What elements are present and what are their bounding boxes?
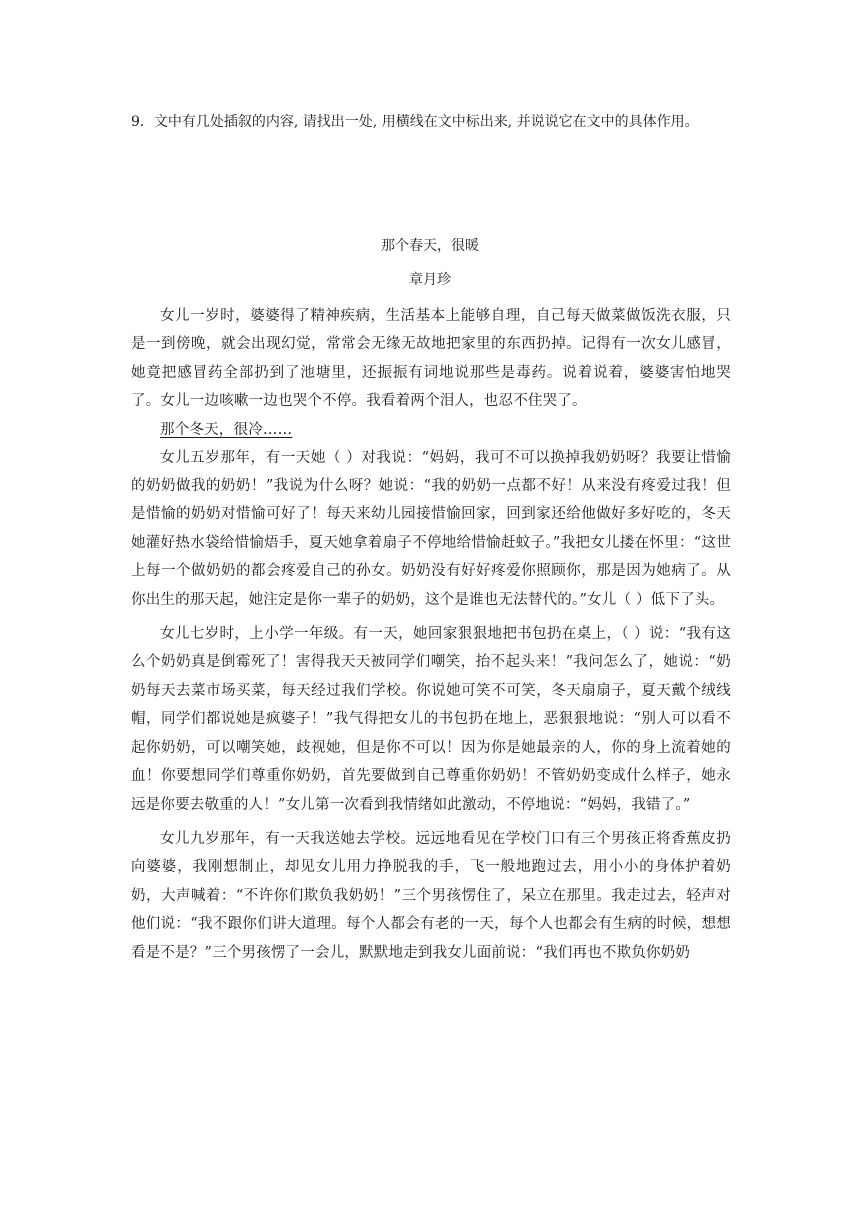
paragraph-1: 女儿一岁时，婆婆得了精神疾病，生活基本上能够自理，自己每天做菜做饭洗衣服，只是一到傍晚，就会出现幻觉，常常会无缘无故地把家里的东西扔掉。记得有一次女儿感冒，她竟把感冒药全部扔到了池塘里，还振振有词地说那些是毒药。说着说着，婆婆害怕地哭了。女儿一边咳嗽一边也哭个不停。我看着两个泪人，也忍不住哭了。 xyxy=(131,308,731,410)
article-author: 章月珍 xyxy=(409,272,451,288)
paragraph-4: 女儿七岁时，上小学一年级。有一天，她回家狠狠地把书包扔在桌上，（ ）说：“我有这么个奶奶真是倒霉死了！害得我天天被同学们嘲笑，抬不起头来！”我问怎么了，她说：“奶奶每天去菜市场买菜，每天经过我们学校。你说她可笑不可笑，冬天扇扇子，夏天戴个绒线帽，同学们都说她是疯婆子！”我气得把女儿的书包扔在地上，恶狠狠地说：“别人可以看不起你奶奶，可以嘲笑她，歧视她，但是你不可以！因为你是她最亲的人，你的身上流着她的血！你要想同学们尊重你奶奶，首先要做到自己尊重你奶奶！不管奶奶变成什么样子，她永远是你要去敬重的人！”女儿第一次看到我情绪如此激动，不停地说：“妈妈，我错了。” xyxy=(131,626,731,813)
article-body xyxy=(131,302,731,967)
article-title: 那个春天，很暖 xyxy=(381,238,479,254)
paragraph-2 xyxy=(131,416,731,444)
paragraph-5: 女儿九岁那年，有一天我送她去学校。远远地看见在学校门口有三个男孩正将香蕉皮扔向婆婆，我刚想制止，却见女儿用力挣脱我的手，飞一般地跑过去，用小小的身体护着奶奶，大声喊着：“不许你们欺负我奶奶！”三个男孩愣住了，呆立在那里。我走过去，轻声对他们说：“我不跟你们讲大道理。每个人都会有老的一天，每个人也都会有生病的时候，想想看是不是？”三个男孩愣了一会儿，默默地走到我女儿面前说：“我们再也不欺负你奶奶 xyxy=(131,830,731,961)
underlined-sentence: 那个冬天，很冷…… xyxy=(160,421,293,438)
question-9: 9．文中有几处插叙的内容, 请找出一处, 用横线在文中标出来, 并说说它在文中的具体作用。 xyxy=(131,114,699,130)
paragraph-3: 女儿五岁那年，有一天她（ ）对我说：“妈妈，我可不可以换掉我奶奶呀？我要让惜愉的奶奶做我的奶奶！”我说为什么呀？她说：“我的奶奶一点都不好！从来没有疼爱过我！但是惜愉的奶奶对惜愉可好了！每天来幼儿园接惜愉回家，回到家还给他做好多好吃的，冬天她灌好热水袋给惜愉焐手，夏天她拿着扇子不停地给惜愉赶蚊子。”我把女儿搂在怀里：“这世上每一个做奶奶的都会疼爱自己的孙女。奶奶没有好好疼爱你照顾你，那是因为她病了。从你出生的那天起，她注定是你一辈子的奶奶，这个是谁也无法替代的。”女儿（ ）低下了头。 xyxy=(131,449,731,608)
